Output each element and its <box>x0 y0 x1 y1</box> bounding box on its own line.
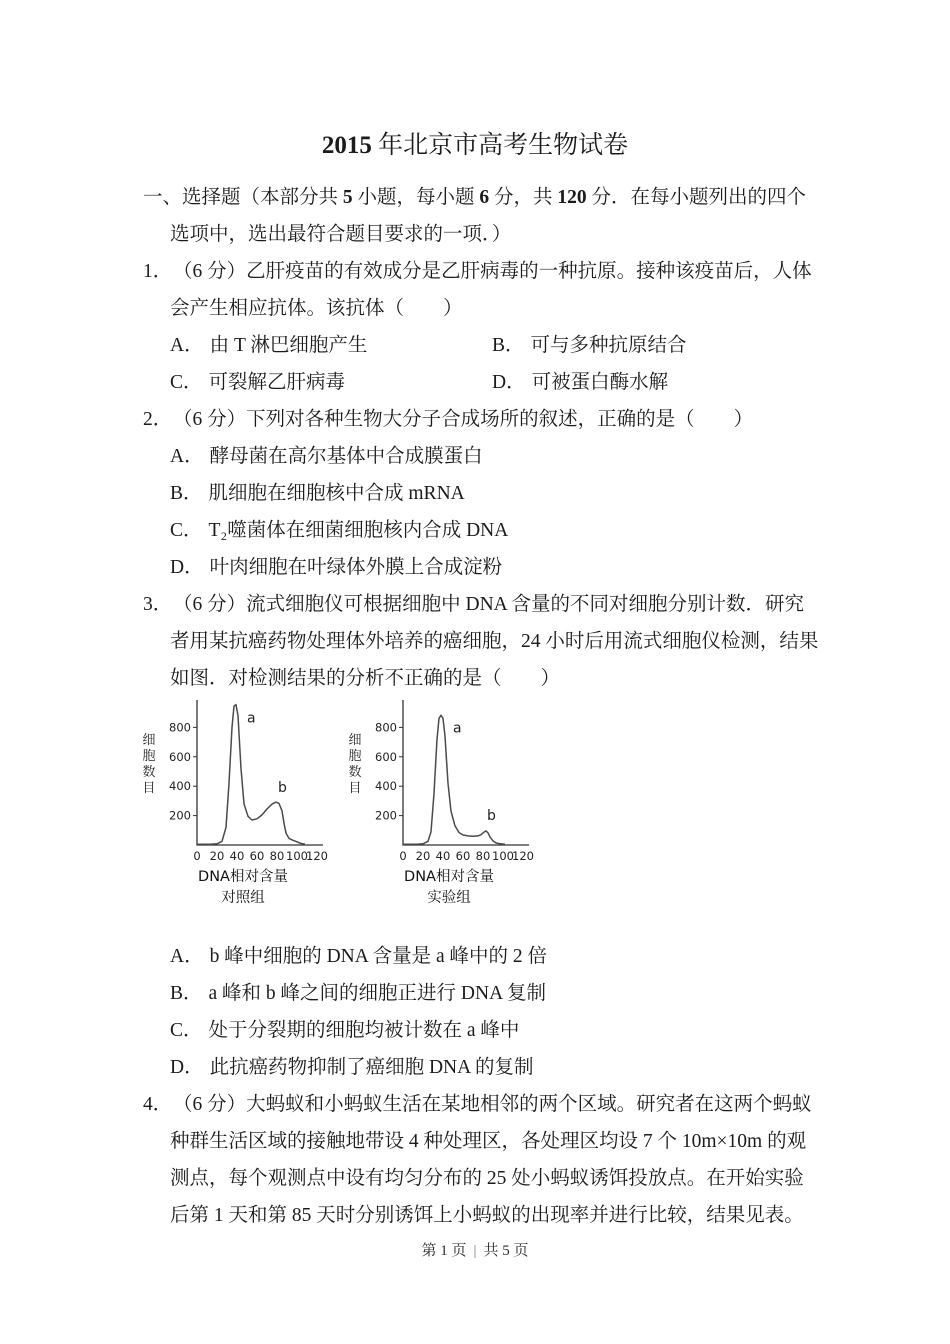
option-label: D． <box>170 557 204 578</box>
svg-text:40: 40 <box>229 849 245 863</box>
question-3-stem <box>143 586 853 623</box>
option-label: A． <box>170 335 204 356</box>
option-b <box>143 475 853 512</box>
option-text: 处于分裂期的细胞均被计数在 a 峰中 <box>208 1020 520 1041</box>
y-axis-label: 细胞数目 <box>142 733 156 796</box>
question-3-stem-cont: 者用某抗癌药物处理体外培养的癌细胞，24 小时后用流式细胞仪检测，结果 <box>170 631 819 652</box>
option-text: a 峰和 b 峰之间的细胞正进行 DNA 复制 <box>208 983 546 1004</box>
option-a <box>170 327 492 364</box>
question-number: 2． <box>143 409 173 430</box>
svg-text:60: 60 <box>455 849 471 863</box>
svg-text:80: 80 <box>269 849 285 863</box>
svg-text:200: 200 <box>169 808 191 823</box>
question-2-stem <box>143 401 853 438</box>
question-number: 3． <box>143 594 173 615</box>
option-d <box>492 364 853 401</box>
chart-plot-area <box>347 697 535 867</box>
svg-text:200: 200 <box>375 808 397 823</box>
question-4-stem-cont: 测点，每个观测点中设有均匀分布的 25 处小蚂蚁诱饵投放点。在开始实验 <box>170 1168 804 1189</box>
option-label: D． <box>170 1057 204 1078</box>
option-text: 叶肉细胞在叶绿体外膜上合成淀粉 <box>209 557 503 578</box>
svg-text:80: 80 <box>475 849 491 863</box>
question-4-stem-cont: 种群生活区域的接触地带设 4 种处理区，各处理区均设 7 个 10m×10m 的观 <box>170 1131 807 1152</box>
question-4-stem <box>143 1086 853 1123</box>
option-label: C． <box>170 520 203 541</box>
svg-text:b: b <box>487 808 496 824</box>
experimental-group-plot <box>363 697 535 867</box>
svg-text:400: 400 <box>375 779 397 794</box>
svg-text:20: 20 <box>415 849 431 863</box>
option-c <box>143 512 853 549</box>
question-number: 4． <box>143 1094 173 1115</box>
option-text: b 峰中细胞的 DNA 含量是 a 峰中的 2 倍 <box>209 946 548 967</box>
footer-separator: | <box>473 1243 477 1259</box>
section-header-line1 <box>143 179 853 216</box>
chart-control-group <box>141 697 329 911</box>
group-label: 实验组 <box>427 890 471 906</box>
option-text: 可裂解乙肝病毒 <box>208 372 346 393</box>
option-text: 此抗癌药物抑制了癌细胞 DNA 的复制 <box>209 1057 534 1078</box>
page-title <box>0 130 950 162</box>
question-1-stem-cont: 会产生相应抗体。该抗体（ ） <box>170 298 463 319</box>
option-label: B． <box>492 335 525 356</box>
question-text: （6 分）乙肝疫苗的有效成分是乙肝病毒的一种抗原。接种该疫苗后，人体 <box>173 261 812 282</box>
question-text: （6 分）流式细胞仪可根据细胞中 DNA 含量的不同对细胞分别计数．研究 <box>173 594 805 615</box>
title-text: 年北京市高考生物试卷 <box>371 132 629 159</box>
svg-text:100: 100 <box>286 849 308 863</box>
section-header-line2: 选项中，选出最符合题目要求的一项．） <box>170 224 512 245</box>
svg-text:120: 120 <box>512 849 534 863</box>
option-text: 酵母菌在高尔基体中合成膜蛋白 <box>209 446 483 467</box>
y-axis-label: 细胞数目 <box>348 733 362 796</box>
option-label: B． <box>170 483 203 504</box>
svg-text:600: 600 <box>375 749 397 764</box>
section-text: 分．在每小题列出的四个 <box>586 187 807 208</box>
option-c <box>170 364 492 401</box>
section-points-per: 6 <box>479 187 490 208</box>
svg-text:100: 100 <box>492 849 514 863</box>
option-b <box>143 975 853 1012</box>
svg-text:120: 120 <box>306 849 328 863</box>
group-label: 对照组 <box>221 890 265 906</box>
svg-text:a: a <box>453 720 462 737</box>
question-text: （6 分）大蚂蚁和小蚂蚁生活在某地相邻的两个区域。研究者在这两个蚂蚁 <box>173 1094 812 1115</box>
chart-plot-area <box>141 697 329 867</box>
section-text: 小题，每小题 <box>352 187 480 208</box>
question-number: 1． <box>143 261 173 282</box>
option-text: 可与多种抗原结合 <box>530 335 687 356</box>
x-axis-label: DNA相对含量 <box>198 869 288 885</box>
option-text: 由 T 淋巴细胞产生 <box>209 335 368 356</box>
option-text: T₂噬菌体在细菌细胞核内合成 DNA <box>208 520 509 541</box>
option-a <box>143 938 853 975</box>
svg-text:800: 800 <box>169 720 191 735</box>
title-year: 2015 <box>321 132 372 159</box>
question-3-stem-cont: 如图．对检测结果的分析不正确的是（ ） <box>170 668 561 689</box>
chart-experimental-group <box>347 697 535 911</box>
question-text: （6 分）下列对各种生物大分子合成场所的叙述，正确的是（ ） <box>173 409 754 430</box>
option-label: A． <box>170 446 204 467</box>
option-text: 可被蛋白酶水解 <box>531 372 669 393</box>
control-group-plot <box>157 697 329 867</box>
svg-text:800: 800 <box>375 720 397 735</box>
svg-text:20: 20 <box>209 849 225 863</box>
option-text: 肌细胞在细胞核中合成 mRNA <box>208 483 465 504</box>
footer-page-total: 共 5 页 <box>483 1243 529 1259</box>
svg-text:60: 60 <box>249 849 265 863</box>
question-1-stem <box>143 253 853 290</box>
exam-body <box>143 179 853 1234</box>
svg-text:600: 600 <box>169 749 191 764</box>
option-label: B． <box>170 983 203 1004</box>
option-label: C． <box>170 372 203 393</box>
option-label: D． <box>492 372 526 393</box>
section-count: 5 <box>342 187 353 208</box>
svg-text:0: 0 <box>193 849 201 863</box>
page-footer <box>0 1242 950 1261</box>
option-d <box>143 1049 853 1086</box>
svg-text:0: 0 <box>399 849 407 863</box>
x-axis-label: DNA相对含量 <box>404 869 494 885</box>
svg-text:b: b <box>278 780 287 797</box>
section-text: 一、选择题（本部分共 <box>143 187 343 208</box>
footer-page-number: 第 1 页 <box>421 1243 467 1259</box>
svg-text:a: a <box>247 710 256 727</box>
option-a <box>143 438 853 475</box>
option-d <box>143 549 853 586</box>
section-text: 分，共 <box>489 187 558 208</box>
option-label: C． <box>170 1020 203 1041</box>
question-4-stem-cont: 后第 1 天和第 85 天时分别诱饵上小蚂蚁的出现率并进行比较，结果见表。 <box>170 1205 804 1226</box>
svg-text:40: 40 <box>435 849 451 863</box>
section-total-points: 120 <box>557 187 587 208</box>
option-c <box>143 1012 853 1049</box>
question-1-options <box>143 327 853 401</box>
q3-figure <box>141 697 853 911</box>
option-b <box>492 327 853 364</box>
option-label: A． <box>170 946 204 967</box>
svg-text:400: 400 <box>169 779 191 794</box>
